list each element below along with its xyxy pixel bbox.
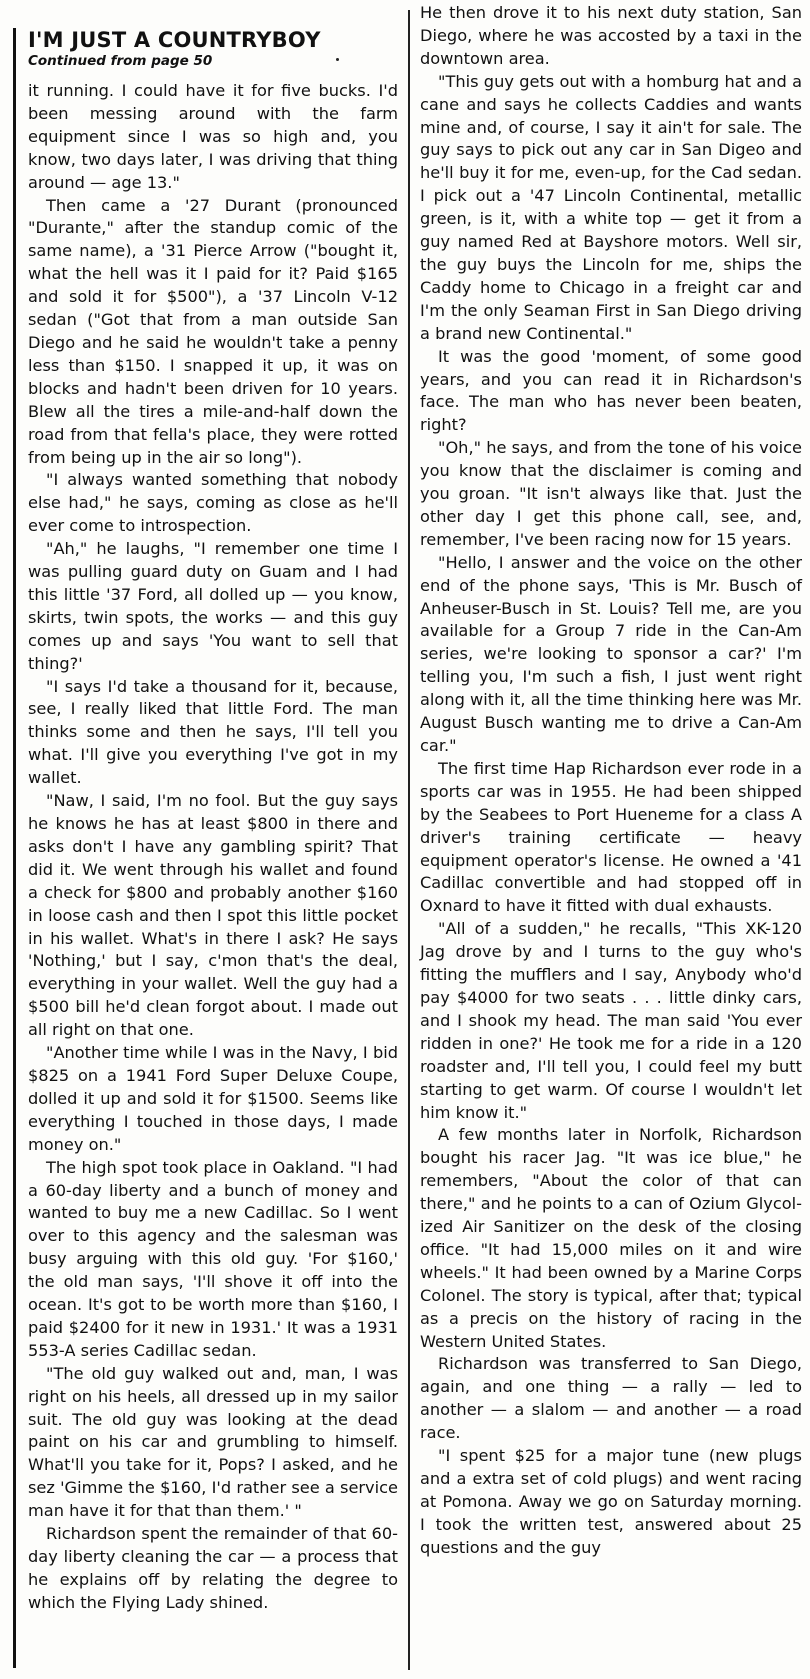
paragraph: "Hello, I answer and the voice on the other end of the phone says, 'This is Mr. Busch of Anheuser-Busch in St. Louis? Tell me, are you available for a Group 7 ride in the Can-Am series, we're looking to sponsor a car?' I'm telling you, I'm such a fish, I just went right along with it, all the time thinking here was Mr. August Busch wanting me to drive a Can-Am car." [420, 552, 802, 755]
article-headline: I'M JUST A COUNTRYBOY [28, 28, 321, 52]
paragraph: It was the good 'moment, of some good years, and you can read it in Richardson's face. The man who has never been beaten, right? [420, 346, 802, 435]
column-divider-rule [408, 10, 410, 1670]
paragraph: "The old guy walked out and, man, I was right on his heels, all dressed up in my sailor suit. The old guy was looking at the dead paint on his car and grumbling to himself. What'll you take for it, Pops? I asked, and he sez 'Gimme the $160, I'd rather see a service man have it for that than them.' " [28, 1363, 398, 1521]
paragraph: Richardson spent the remainder of that 60-day liberty cleaning the car — a process that he explains off by relating the degree to which the Flying Lady shined. [28, 1524, 398, 1612]
paragraph: "I spent $25 for a major tune (new plugs and a extra set of cold plugs) and went racing at Pomona. Away we go on Saturday morning. I took the written test, answered about 25 questions and the guy [420, 1446, 802, 1557]
paragraph: The first time Hap Richardson ever rode in a sports car was in 1955. He had been shipped by the Seabees to Port Hueneme for a class A driver's training certificate — heavy equipment operator's license. He owned a '41 Cadillac convertible and had stopped off in Oxnard to have it fitted with dual exhausts. [420, 758, 802, 916]
paragraph: A few months later in Norfolk, Richardson bought his racer Jag. "It was ice blue," he remembers, "About the color of that can there," and he points to a can of Ozium Glycol-ized Air Sanitizer on the desk of the closing office. "It had 15,000 miles on it and wire wheels." It had been owned by a Marine Corps Colonel. The story is typical, after that; typical as a precis on the history of racing in the Western United States. [420, 1125, 802, 1351]
right-column [420, 2, 802, 1560]
paragraph: "Another time while I was in the Navy, I bid $825 on a 1941 Ford Super Deluxe Coupe, dolled it up and sold it for $1500. Seems like everything I touched in those days, I made money on." [28, 1043, 398, 1154]
paragraph: "All of a sudden," he recalls, "This XK-120 Jag drove by and I turns to the guy who's fitting the mufflers and I say, Anybody who'd pay $4000 for two seats . . . little dinky cars, and I shook my head. The man said 'You ever ridden in one?' He took me for a ride in a 120 roadster and, I'll tell you, I could feel my butt starting to get warm. Of course I wouldn't let him know it." [420, 919, 802, 1122]
paragraph: "Naw, I said, I'm no fool. But the guy says he knows he has at least $800 in there and asks don't I have any gambling spirit? That did it. We went through his wallet and found a check for $800 and probably another $160 in loose cash and then I spot this little pocket in his wallet. What's in there I ask? He says 'Nothing,' but I say, c'mon that's the deal, everything in your wallet. Well the guy had a $500 bill he'd clean forgot about. I made out all right on that one. [28, 791, 398, 1040]
paragraph: "This guy gets out with a homburg hat and a cane and says he collects Caddies and wants mine and, of course, I say it ain't for sale. The guy says to pick out any car in San Digeo and he'll buy it for me, even-up, for the Cad sedan. I pick out a '47 Lincoln Continental, metallic green, is it, with a white top — get it from a guy named Red at Bayshore motors. Well sir, the guy buys the Lincoln for me, ships the Caddy home to Chicago in a freight car and I'm the only Seaman First in San Diego driving a brand new Continental." [420, 71, 802, 343]
paragraph: "I always wanted something that nobody else had," he says, coming as close as he'll ever come to introspection. [28, 470, 398, 536]
paragraph: "I says I'd take a thousand for it, because, see, I really liked that little Ford. The man thinks some and then he says, I'll tell you what. I'll give you everything I've got in my wallet. [28, 676, 398, 788]
paragraph: "Oh," he says, and from the tone of his voice you know that the disclaimer is coming and you groan. "It isn't always like that. Just the other day I get this phone call, see, and, remember, I've been racing now for 15 years. [420, 438, 802, 549]
left-vertical-rule [13, 28, 16, 1668]
paragraph: "Ah," he laughs, "I remember one time I was pulling guard duty on Guam and I had this little '37 Ford, all dolled up — you know, skirts, twin spots, the works — and this guy comes up and says 'You want to sell that thing?' [28, 539, 398, 673]
paragraph: it running. I could have it for five bucks. I'd been messing around with the farm equipment since I was so high and, you know, two days later, I was driving that thing around — age 13." [28, 81, 398, 192]
continued-from-note: Continued from page 50 [28, 53, 213, 69]
paragraph: The high spot took place in Oakland. "I had a 60-day liberty and a bunch of money and wanted to buy me a new Cadillac. So I went over to this agency and the salesman was busy arguing with this old guy. 'For $160,' the old man says, 'I'll shove it off into the ocean. It's got to be worth more than $160, I paid $2400 for it new in 1931.' It was a 1931 553-A series Cadillac sedan. [28, 1157, 398, 1360]
paragraph: He then drove it to his next duty station, San Diego, where he was accosted by a taxi in the downtown area. [420, 3, 802, 68]
paragraph: Richardson was transferred to San Diego, again, and one thing — a rally — led to another — a slalom — and another — a road race. [420, 1354, 802, 1443]
paragraph: Then came a '27 Durant (pronounced "Durante," after the standup comic of the same name), a '31 Pierce Arrow ("bought it, what the hell was it I paid for it? Paid $165 and sold it for $500"), a '37 Lincoln V-12 sedan ("Got that from a man outside San Diego and he said he wouldn't take a penny less than $150. I snapped it up, it was on blocks and hadn't been driven for 10 years. Blew all the tires a mile-and-half down the road from that fella's place, they were rotted from being up in the air so long"). [28, 195, 398, 467]
left-column [28, 28, 398, 1615]
